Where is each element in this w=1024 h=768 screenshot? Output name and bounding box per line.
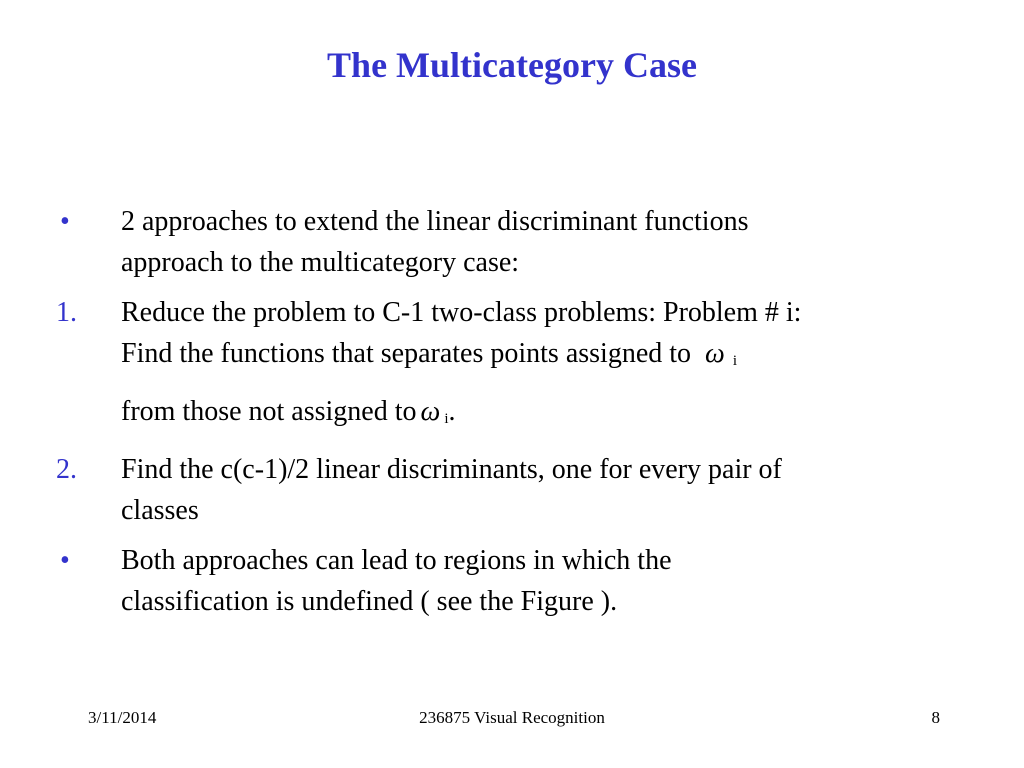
list-item <box>56 201 966 283</box>
list-item <box>56 449 966 531</box>
bullet-marker: • <box>60 545 70 576</box>
slide-title: The Multicategory Case <box>327 45 697 85</box>
list-item <box>56 292 966 440</box>
subscript-i: i <box>444 411 449 427</box>
number-marker: 1. <box>56 297 77 328</box>
item-text-line: classification is undefined ( see the Figure ). <box>121 586 618 617</box>
subscript-i: i <box>732 353 737 369</box>
item-text-line: approach to the multicategory case: <box>121 247 520 278</box>
bullet-marker: • <box>60 206 70 237</box>
item-text-line: Find the c(c-1)/2 linear discriminants, one for every pair of <box>121 454 782 485</box>
number-marker: 2. <box>56 454 77 485</box>
item-text-line: classes <box>121 495 199 526</box>
item-text-line: Both approaches can lead to regions in which the <box>121 545 672 576</box>
bullet-list <box>56 201 966 622</box>
omega-symbol: ω <box>705 338 725 369</box>
item-text-line: 2 approaches to extend the linear discriminant functions <box>121 206 749 237</box>
item-text-line <box>121 333 966 382</box>
item-text: from those not assigned to <box>121 396 417 427</box>
footer-page-number: 8 <box>931 708 940 727</box>
list-item <box>56 540 966 622</box>
item-text-line <box>121 391 966 440</box>
item-text-end: . <box>448 396 456 427</box>
omega-symbol: ω <box>420 396 441 427</box>
footer-date: 3/11/2014 <box>88 708 157 727</box>
item-text: Find the functions that separates points assigned to <box>121 338 692 369</box>
footer-course: 236875 Visual Recognition <box>419 708 605 727</box>
item-text-line: Reduce the problem to C-1 two-class problems: Problem # i: <box>121 297 802 328</box>
